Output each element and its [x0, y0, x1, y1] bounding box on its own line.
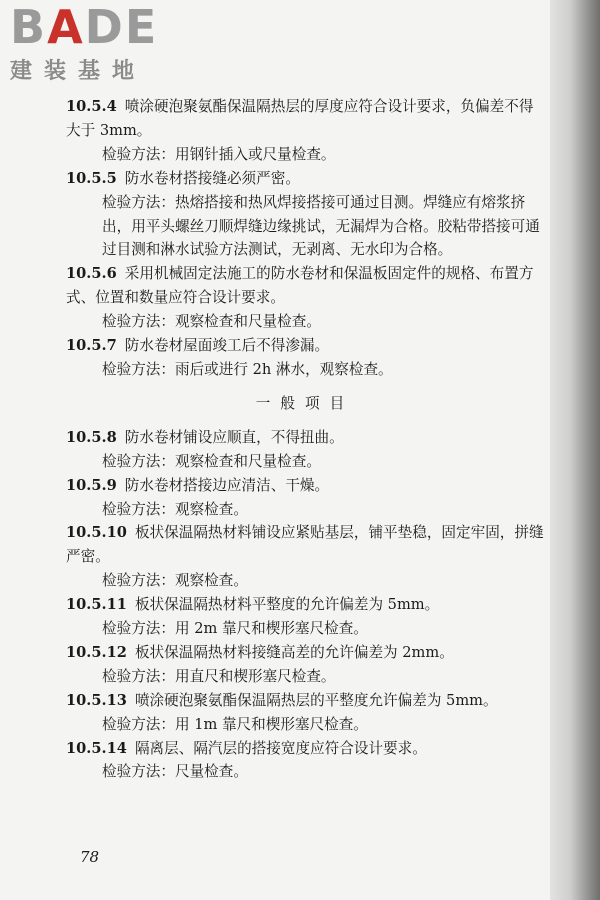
clause-number: 10.5.13	[66, 691, 127, 709]
entry-list-main	[66, 95, 544, 382]
inspection-method: 检验方法：尺量检查。	[102, 763, 248, 781]
brand-logo	[10, 0, 159, 85]
inspection-method: 检验方法：热熔搭接和热风焊接搭接可通过目测。焊缝应有熔浆挤出，用平头螺丝刀顺焊缝边缘挑试，无漏焊为合格。胶粘带搭接可通过目测和淋水试验方法测试，无剥离、无水印为合格。	[102, 193, 540, 259]
entry-list-general	[66, 426, 544, 785]
clause-text: 防水卷材搭接缝必须严密。	[124, 169, 300, 187]
clause	[66, 689, 544, 713]
clause	[66, 593, 544, 617]
page-binding-edge	[550, 0, 600, 900]
clause	[66, 474, 544, 498]
inspection-method: 检验方法：观察检查。	[102, 500, 248, 518]
inspection-method: 检验方法：观察检查和尺量检查。	[102, 452, 321, 470]
inspection-method: 检验方法：用钢针插入或尺量检查。	[102, 145, 336, 163]
clause	[66, 641, 544, 665]
clause-text: 采用机械固定法施工的防水卷材和保温板固定件的规格、布置方式、位置和数量应符合设计要求。	[66, 265, 534, 307]
section-heading: 一般项目	[255, 394, 355, 412]
clause-number: 10.5.7	[66, 337, 117, 355]
page-number: 78	[80, 848, 100, 866]
logo-wordmark: BADE	[10, 0, 159, 54]
clause-text: 防水卷材屋面竣工后不得渗漏。	[124, 337, 330, 355]
clause-text: 板状保温隔热材料铺设应紧贴基层，铺平垫稳，固定牢固，拼缝严密。	[66, 524, 544, 566]
clause-text: 板状保温隔热材料接缝高差的允许偏差为 2mm。	[134, 643, 454, 661]
inspection-method: 检验方法：观察检查和尺量检查。	[102, 313, 321, 331]
clause-number: 10.5.12	[66, 643, 127, 661]
clause-number: 10.5.10	[66, 524, 127, 542]
inspection-method: 检验方法：用直尺和楔形塞尺检查。	[102, 667, 336, 685]
clause-text: 板状保温隔热材料平整度的允许偏差为 5mm。	[134, 596, 440, 614]
inspection-method: 检验方法：用 2m 靠尺和楔形塞尺检查。	[102, 620, 368, 638]
inspection-method: 检验方法：雨后或进行 2h 淋水，观察检查。	[102, 360, 393, 378]
clause-number: 10.5.5	[66, 169, 117, 187]
clause-number: 10.5.4	[66, 98, 117, 115]
inspection-method: 检验方法：观察检查。	[102, 572, 248, 590]
clause-text: 喷涂硬泡聚氨酯保温隔热层的厚度应符合设计要求，负偏差不得大于 3mm。	[66, 98, 534, 139]
clause-number: 10.5.11	[66, 596, 127, 614]
clause	[66, 521, 544, 569]
clause	[66, 426, 544, 450]
document-body	[66, 95, 544, 784]
clause	[66, 737, 544, 761]
clause	[66, 167, 544, 191]
clause-text: 隔离层、隔汽层的搭接宽度应符合设计要求。	[134, 739, 427, 757]
clause-number: 10.5.6	[66, 265, 117, 283]
inspection-method: 检验方法：用 1m 靠尺和楔形塞尺检查。	[102, 715, 368, 733]
clause-text: 防水卷材铺设应顺直，不得扭曲。	[124, 428, 344, 446]
clause	[66, 334, 544, 358]
clause-number: 10.5.9	[66, 476, 117, 494]
logo-subtitle: 建装基地	[10, 59, 147, 84]
clause	[66, 262, 544, 310]
clause-text: 喷涂硬泡聚氨酯保温隔热层的平整度允许偏差为 5mm。	[134, 691, 498, 709]
clause-text: 防水卷材搭接边应清洁、干燥。	[124, 476, 330, 494]
clause	[66, 95, 544, 143]
clause-number: 10.5.14	[66, 739, 127, 757]
clause-number: 10.5.8	[66, 428, 117, 446]
